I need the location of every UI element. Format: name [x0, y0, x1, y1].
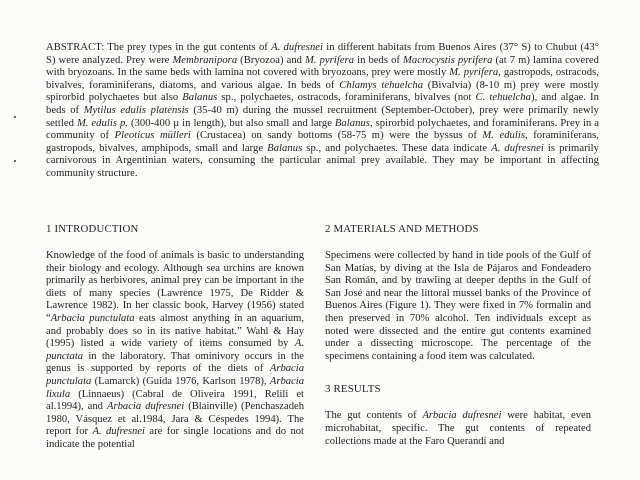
scan-speck	[14, 116, 16, 118]
italic-term: Balanus	[334, 117, 370, 129]
italic-term: M. pyrifera	[305, 54, 355, 66]
italic-term: C. tehuelcha	[475, 92, 531, 104]
results-text: The gut contents of Arbacia dufresnei were habitat, even microhabitat, specific. The gut contents of repeated collections made at the Faro Querandí and	[325, 410, 591, 447]
italic-term: A. dufresnei	[491, 142, 544, 154]
italic-term: Mytilus edulis platensis	[83, 104, 189, 116]
italic-term: M. edulis p.	[76, 117, 129, 129]
italic-term: Balanus	[182, 92, 218, 104]
italic-term: A. dufresnei	[92, 426, 145, 438]
italic-term: A. dufresnei	[271, 42, 324, 53]
italic-term: Pleoticus mülleri	[114, 130, 191, 142]
italic-term: Membranipora	[172, 54, 238, 66]
right-column	[325, 223, 591, 448]
italic-term: Arbacia dufresnei	[107, 401, 185, 413]
italic-term: A. punctata	[46, 338, 304, 362]
results-heading: 3 RESULTS	[325, 383, 381, 396]
introduction-text: Knowledge of the food of animals is basic to understanding their biology and ecology. Although sea urchins are known primarily as herbivores, animal prey can be important in the diets of many species (Lawrence 1975, De Ridder & Lawrence 1982). In her classic book, Harvey (1956) stated “Arbacia punctulata eats almost anything in an aquarium, and probably does so in its native habitat.” Wahl & Hay (1995) listed a wide variety of items consumed by A. punctata in the laboratory. That ominivory occurs in the genus is supported by reports of the diets of Arbacia punctulata (Lamarck) (Guida 1976, Karlson 1978), Arbacia lixula (Linnaeus) (Cabral de Oliveira 1991, Relili et al.1994), and Arbacia dufresnei (Blainville) (Penchaszadeh 1980, Vásquez et al.1984, Jara & Céspedes 1994). The report for A. dufresnei are for single locations and do not indicate the potential	[46, 250, 305, 450]
methods-heading: 2 MATERIALS AND METHODS	[325, 223, 479, 235]
scan-speck	[14, 160, 16, 162]
abstract-label: ABSTRACT:	[46, 42, 105, 53]
italic-term: Macrocystis pyrifera	[403, 54, 493, 66]
italic-term: M. edulis	[482, 130, 526, 142]
introduction-heading: 1 INTRODUCTION	[46, 223, 139, 235]
italic-term: Balanus	[267, 142, 303, 154]
italic-term: Arbacia punctulata	[46, 363, 304, 387]
italic-term: Arbacia dufresnei	[422, 410, 502, 422]
left-column	[46, 223, 304, 452]
section-gap	[325, 363, 591, 383]
abstract-body: The prey types in the gut contents of A. dufresnei in different habitats from Buenos Aires (37° S) to Chubut (43° S) were analyzed. Prey were Membranipora (Bryozoa) and M. pyrifera in beds of Macrocystis pyrifera (at 7 m) lamina covered with bryozoans. In the same beds with lamina not covered with bryozoans, prey were mostly M. pyrifera, gastropods, ostracods, bivalves, foraminiferans, diatoms, and various algae. In beds of Chlamys tehuelcha (Bivalvia) (8-10 m) prey were mostly spirorbid polychaetes but also Balanus sp., polychaetes, ostracods, foraminiferans, bivalves (not C. tehuelcha), and algae. In beds of Mytilus edulis platensis (35-40 m) during the mussel recruitment (September-October), prey were primarily newly settled M. edulis p. (300-400 µ in length), but also small and large Balanus, spirorbid polychaetes, and foraminiferans. Prey in a community of Pleoticus mülleri (Crustacea) on sandy bottoms (58-75 m) were the byssus of M. edulis, foraminiferans, gastropods, bivalves, amphipods, small and large Balanus sp., and polychaetes. These data indicate A. dufresnei is primarily carnivorous in Argentinian waters, consuming the particular animal prey available. They may be important in affecting community structure.	[46, 42, 599, 179]
italic-term: Arbacia punctulata	[50, 312, 135, 324]
italic-term: Chlamys tehuelcha	[339, 79, 424, 91]
italic-term: Arbacia lixula	[46, 375, 304, 400]
italic-term: M. pyrifera	[449, 67, 499, 79]
abstract	[46, 42, 599, 181]
methods-text: Specimens were collected by hand in tide pools of the Gulf of San Matías, by diving at the Isla de Pájaros and Fondeadero San Román, and by trawling at deeper depths in the Gulf of San José and near the littoral mussel banks of the Province of Buenos Aires (Figure 1). They were fixed in 7% formalin and then preserved in 70% alcohol. Ten individuals except as noted were dissected and the entire gut contents examined under a dissecting microscope. The percentage of the specimens containing a food item was calculated.	[325, 250, 591, 362]
